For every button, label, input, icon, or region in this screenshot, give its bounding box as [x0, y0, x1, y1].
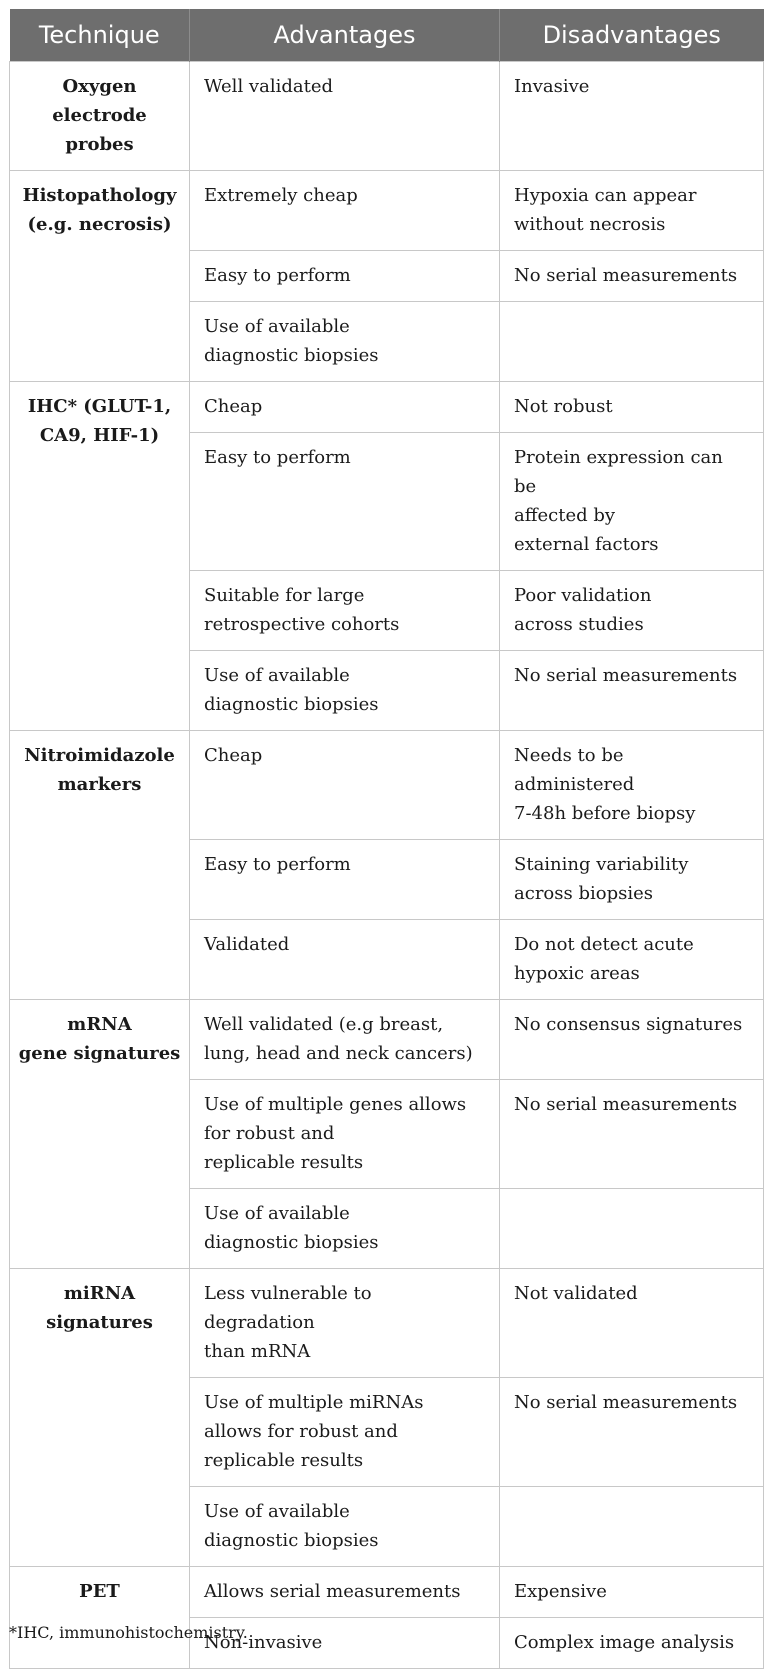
table-row — [10, 382, 764, 433]
disadvantage-line: external factors — [514, 534, 659, 555]
disadvantage-cell — [500, 62, 764, 171]
disadvantage-line: hypoxic areas — [514, 963, 640, 984]
disadvantage-cell — [500, 382, 764, 433]
disadvantage-cell — [500, 920, 764, 1000]
advantage-line: diagnostic biopsies — [204, 1232, 379, 1253]
disadvantage-line: No serial measurements — [514, 1392, 738, 1413]
disadvantage-line: Staining variability — [514, 854, 689, 875]
advantage-line: retrospective cohorts — [204, 614, 400, 635]
advantage-line: Use of available — [204, 316, 350, 337]
advantage-cell — [190, 1487, 500, 1567]
advantage-cell — [190, 1567, 500, 1618]
technique-cell — [10, 1567, 190, 1669]
disadvantage-line: No consensus signatures — [514, 1014, 743, 1035]
disadvantage-cell — [500, 1567, 764, 1618]
technique-line: Histopathology — [22, 185, 177, 206]
disadvantage-cell — [500, 433, 764, 571]
technique-cell — [10, 1269, 190, 1567]
disadvantage-line: Needs to be administered — [514, 745, 635, 795]
advantage-cell — [190, 302, 500, 382]
disadvantage-line: 7-48h before biopsy — [514, 803, 696, 824]
advantage-line: than mRNA — [204, 1341, 311, 1362]
advantage-line: Easy to perform — [204, 854, 351, 875]
disadvantage-cell — [500, 1000, 764, 1080]
advantage-line: replicable results — [204, 1450, 364, 1471]
disadvantage-cell — [500, 251, 764, 302]
disadvantage-cell — [500, 1080, 764, 1189]
technique-cell — [10, 62, 190, 171]
advantage-line: Less vulnerable to degradation — [204, 1283, 372, 1333]
advantage-line: Extremely cheap — [204, 185, 358, 206]
table-row — [10, 1567, 764, 1618]
advantage-cell — [190, 1269, 500, 1378]
table-row — [10, 171, 764, 251]
advantage-line: replicable results — [204, 1152, 364, 1173]
table-row — [10, 1000, 764, 1080]
advantage-line: allows for robust and — [204, 1421, 398, 1442]
technique-line: gene signatures — [18, 1043, 181, 1064]
advantage-cell — [190, 840, 500, 920]
advantage-cell — [190, 1080, 500, 1189]
header-disadvantages: Disadvantages — [500, 9, 764, 62]
disadvantage-cell — [500, 731, 764, 840]
advantage-line: Use of available — [204, 1501, 350, 1522]
disadvantage-cell — [500, 651, 764, 731]
advantage-cell — [190, 1189, 500, 1269]
technique-line: Oxygen — [62, 76, 137, 97]
disadvantage-line: Not validated — [514, 1283, 638, 1304]
disadvantage-line: No serial measurements — [514, 1094, 738, 1115]
advantage-cell — [190, 571, 500, 651]
disadvantage-line: without necrosis — [514, 214, 666, 235]
advantage-line: Suitable for large — [204, 585, 365, 606]
advantage-line: Allows serial measurements — [204, 1581, 461, 1602]
technique-line: CA9, HIF-1) — [39, 425, 160, 446]
disadvantage-cell — [500, 1269, 764, 1378]
advantage-line: lung, head and neck cancers) — [204, 1043, 473, 1064]
advantage-line: Use of multiple genes allows — [204, 1094, 467, 1115]
disadvantage-cell — [500, 1189, 764, 1269]
hypoxia-techniques-table — [9, 9, 764, 1669]
disadvantage-line: Invasive — [514, 76, 590, 97]
advantage-cell — [190, 382, 500, 433]
disadvantage-cell — [500, 1487, 764, 1567]
disadvantage-cell — [500, 171, 764, 251]
disadvantage-line: Expensive — [514, 1581, 607, 1602]
advantage-line: diagnostic biopsies — [204, 345, 379, 366]
table-container — [9, 9, 763, 1669]
disadvantage-line: Do not detect acute — [514, 934, 694, 955]
advantage-cell — [190, 251, 500, 302]
advantage-line: Easy to perform — [204, 447, 351, 468]
advantage-line: Well validated (e.g breast, — [204, 1014, 444, 1035]
advantage-cell — [190, 731, 500, 840]
advantage-line: Use of multiple miRNAs — [204, 1392, 424, 1413]
advantage-cell — [190, 171, 500, 251]
disadvantage-cell — [500, 1378, 764, 1487]
advantage-line: Cheap — [204, 745, 263, 766]
technique-cell — [10, 382, 190, 731]
advantage-cell — [190, 1000, 500, 1080]
advantage-cell — [190, 433, 500, 571]
disadvantage-cell — [500, 1618, 764, 1669]
advantage-cell — [190, 1378, 500, 1487]
disadvantage-cell — [500, 840, 764, 920]
advantage-line: Non-invasive — [204, 1632, 323, 1653]
disadvantage-line: No serial measurements — [514, 665, 738, 686]
advantage-line: Easy to perform — [204, 265, 351, 286]
table-body — [10, 62, 764, 1669]
advantage-line: for robust and — [204, 1123, 335, 1144]
disadvantage-line: Not robust — [514, 396, 613, 417]
advantage-cell — [190, 62, 500, 171]
disadvantage-line: Protein expression can be — [514, 447, 723, 497]
table-header-row — [10, 9, 764, 62]
advantage-line: diagnostic biopsies — [204, 694, 379, 715]
table-row — [10, 62, 764, 171]
disadvantage-line: Hypoxia can appear — [514, 185, 697, 206]
advantage-line: Cheap — [204, 396, 263, 417]
disadvantage-cell — [500, 571, 764, 651]
technique-line: Nitroimidazole — [24, 745, 175, 766]
advantage-cell — [190, 651, 500, 731]
technique-line: IHC* (GLUT-1, — [27, 396, 172, 417]
advantage-line: Use of available — [204, 665, 350, 686]
advantage-line: Use of available — [204, 1203, 350, 1224]
disadvantage-line: Complex image analysis — [514, 1632, 735, 1653]
technique-line: (e.g. necrosis) — [27, 214, 172, 235]
disadvantage-line: Poor validation — [514, 585, 652, 606]
advantage-line: diagnostic biopsies — [204, 1530, 379, 1551]
disadvantage-line: across biopsies — [514, 883, 653, 904]
advantage-cell — [190, 920, 500, 1000]
advantage-line: Validated — [204, 934, 290, 955]
disadvantage-line: affected by — [514, 505, 616, 526]
header-technique: Technique — [10, 9, 190, 62]
technique-line: signatures — [46, 1312, 153, 1333]
technique-line: PET — [79, 1581, 120, 1602]
header-advantages: Advantages — [190, 9, 500, 62]
table-row — [10, 1269, 764, 1378]
technique-line: electrode — [52, 105, 147, 126]
technique-line: miRNA — [63, 1283, 136, 1304]
technique-line: mRNA — [67, 1014, 132, 1035]
table-row — [10, 731, 764, 840]
advantage-line: Well validated — [204, 76, 333, 97]
disadvantage-line: No serial measurements — [514, 265, 738, 286]
technique-cell — [10, 1000, 190, 1269]
disadvantage-cell — [500, 302, 764, 382]
technique-line: markers — [57, 774, 142, 795]
table-footnote: *IHC, immunohistochemistry. — [9, 1623, 248, 1642]
disadvantage-line: across studies — [514, 614, 644, 635]
technique-line: probes — [65, 134, 134, 155]
technique-cell — [10, 171, 190, 382]
technique-cell — [10, 731, 190, 1000]
